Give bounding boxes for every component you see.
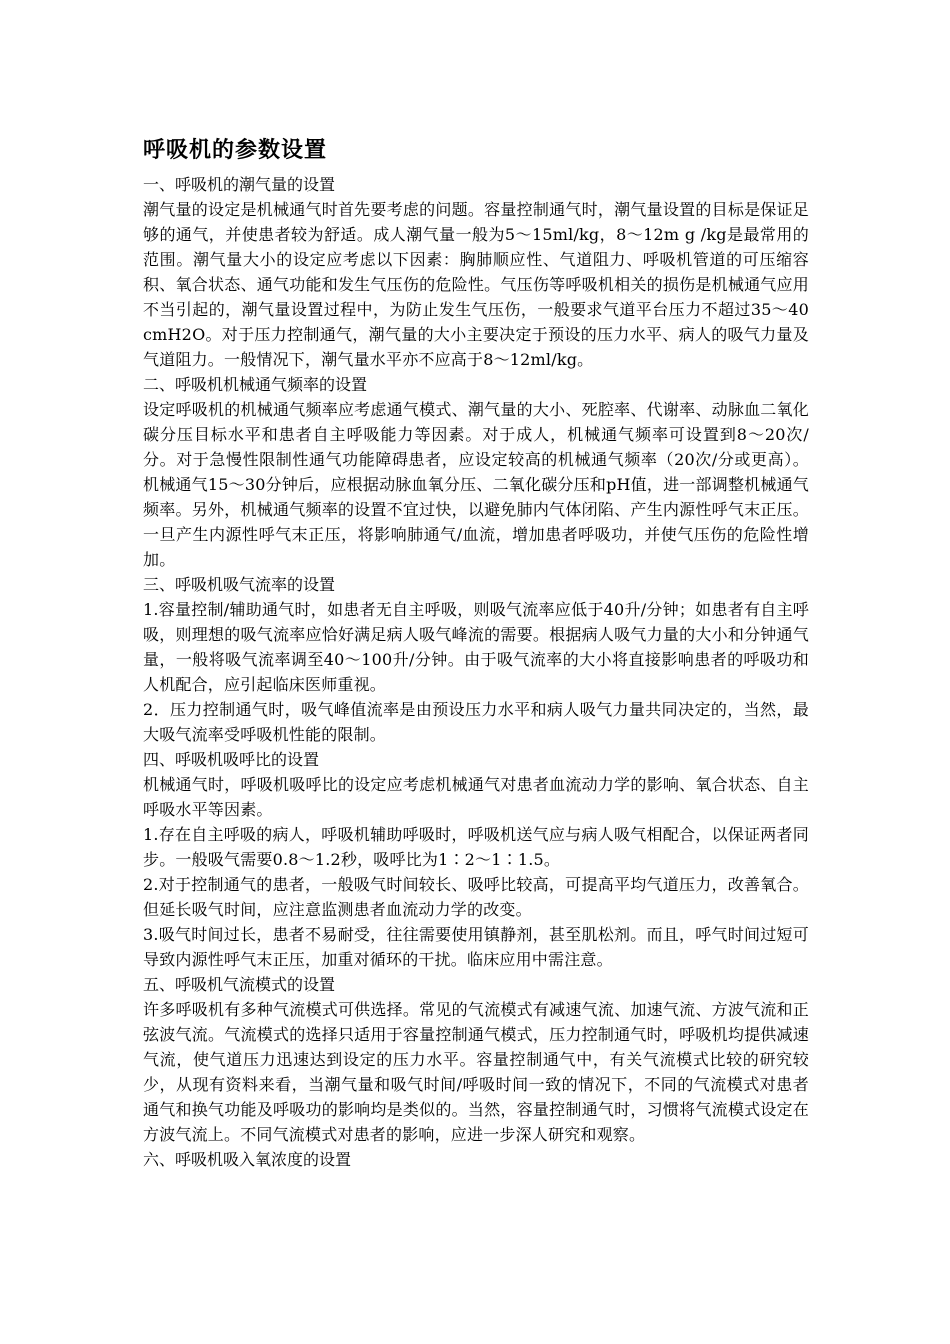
section-paragraph: 机械通气时，呼吸机吸呼比的设定应考虑机械通气对患者血流动力学的影响、氧合状态、自主呼吸水平等因素。 — [143, 775, 809, 819]
section-2 — [143, 372, 809, 572]
section-heading: 三、呼吸机吸气流率的设置 — [143, 575, 336, 594]
section-heading: 四、呼吸机吸呼比的设置 — [143, 750, 320, 769]
document-page — [143, 134, 809, 1172]
document-title: 呼吸机的参数设置 — [143, 138, 328, 163]
section-4 — [143, 747, 809, 972]
section-heading: 五、呼吸机气流模式的设置 — [143, 975, 336, 994]
section-3 — [143, 572, 809, 747]
section-paragraph: 2．压力控制通气时，吸气峰值流率是由预设压力水平和病人吸气力量共同决定的，当然，最大吸气流率受呼吸机性能的限制。 — [143, 700, 809, 744]
section-heading: 六、呼吸机吸入氧浓度的设置 — [143, 1150, 352, 1169]
section-paragraph: 设定呼吸机的机械通气频率应考虑通气模式、潮气量的大小、死腔率、代谢率、动脉血二氧化碳分压目标水平和患者自主呼吸能力等因素。对于成人，机械通气频率可设置到8～20次/分。对于急慢性限制性通气功能障碍患者，应设定较高的机械通气频率（20次/分或更高）。机械通气15～30分钟后，应根据动脉血氧分压、二氧化碳分压和pH值，进一部调整机械通气频率。另外，机械通气频率的设置不宜过快，以避免肺内气体闭陷、产生内源性呼气末正压。一旦产生内源性呼气末正压，将影响肺通气/血流，增加患者呼吸功，并使气压伤的危险性增加。 — [143, 400, 809, 569]
section-heading: 一、呼吸机的潮气量的设置 — [143, 175, 336, 194]
section-paragraph: 2.对于控制通气的患者，一般吸气时间较长、吸呼比较高，可提高平均气道压力，改善氧合。但延长吸气时间，应注意监测患者血流动力学的改变。 — [143, 875, 809, 919]
section-paragraph: 许多呼吸机有多种气流模式可供选择。常见的气流模式有减速气流、加速气流、方波气流和正弦波气流。气流模式的选择只适用于容量控制通气模式，压力控制通气时，呼吸机均提供减速气流，使气道压力迅速达到设定的压力水平。容量控制通气中，有关气流模式比较的研究较少，从现有资料来看，当潮气量和吸气时间/呼吸时间一致的情况下，不同的气流模式对患者通气和换气功能及呼吸功的影响均是类似的。当然，容量控制通气时，习惯将气流模式设定在方波气流上。不同气流模式对患者的影响，应进一步深人研究和观察。 — [143, 1000, 809, 1144]
section-6 — [143, 1147, 809, 1172]
section-paragraph: 潮气量的设定是机械通气时首先要考虑的问题。容量控制通气时，潮气量设置的目标是保证足够的通气，并使患者较为舒适。成人潮气量一般为5～15ml/kg，8～12m g /kg是最常用的范围。潮气量大小的设定应考虑以下因素：胸肺顺应性、气道阻力、呼吸机管道的可压缩容积、氧合状态、通气功能和发生气压伤的危险性。气压伤等呼吸机相关的损伤是机械通气应用不当引起的，潮气量设置过程中，为防止发生气压伤，一般要求气道平台压力不超过35～40cmH2O。对于压力控制通气，潮气量的大小主要决定于预设的压力水平、病人的吸气力量及气道阻力。一般情况下，潮气量水平亦不应高于8～12ml/kg。 — [143, 200, 809, 369]
section-heading: 二、呼吸机机械通气频率的设置 — [143, 375, 368, 394]
section-paragraph: 1.存在自主呼吸的病人，呼吸机辅助呼吸时，呼吸机送气应与病人吸气相配合，以保证两者同步。一般吸气需要0.8～1.2秒，吸呼比为1∶2～1∶1.5。 — [143, 825, 809, 869]
section-paragraph: 1.容量控制/辅助通气时，如患者无自主呼吸，则吸气流率应低于40升/分钟；如患者有自主呼吸，则理想的吸气流率应恰好满足病人吸气峰流的需要。根据病人吸气力量的大小和分钟通气量，一般将吸气流率调至40～100升/分钟。由于吸气流率的大小将直接影响患者的呼吸功和人机配合，应引起临床医师重视。 — [143, 600, 809, 694]
section-paragraph: 3.吸气时间过长，患者不易耐受，往往需要使用镇静剂，甚至肌松剂。而且，呼气时间过短可导致内源性呼气末正压，加重对循环的干扰。临床应用中需注意。 — [143, 925, 809, 969]
section-1 — [143, 172, 809, 372]
section-5 — [143, 972, 809, 1147]
